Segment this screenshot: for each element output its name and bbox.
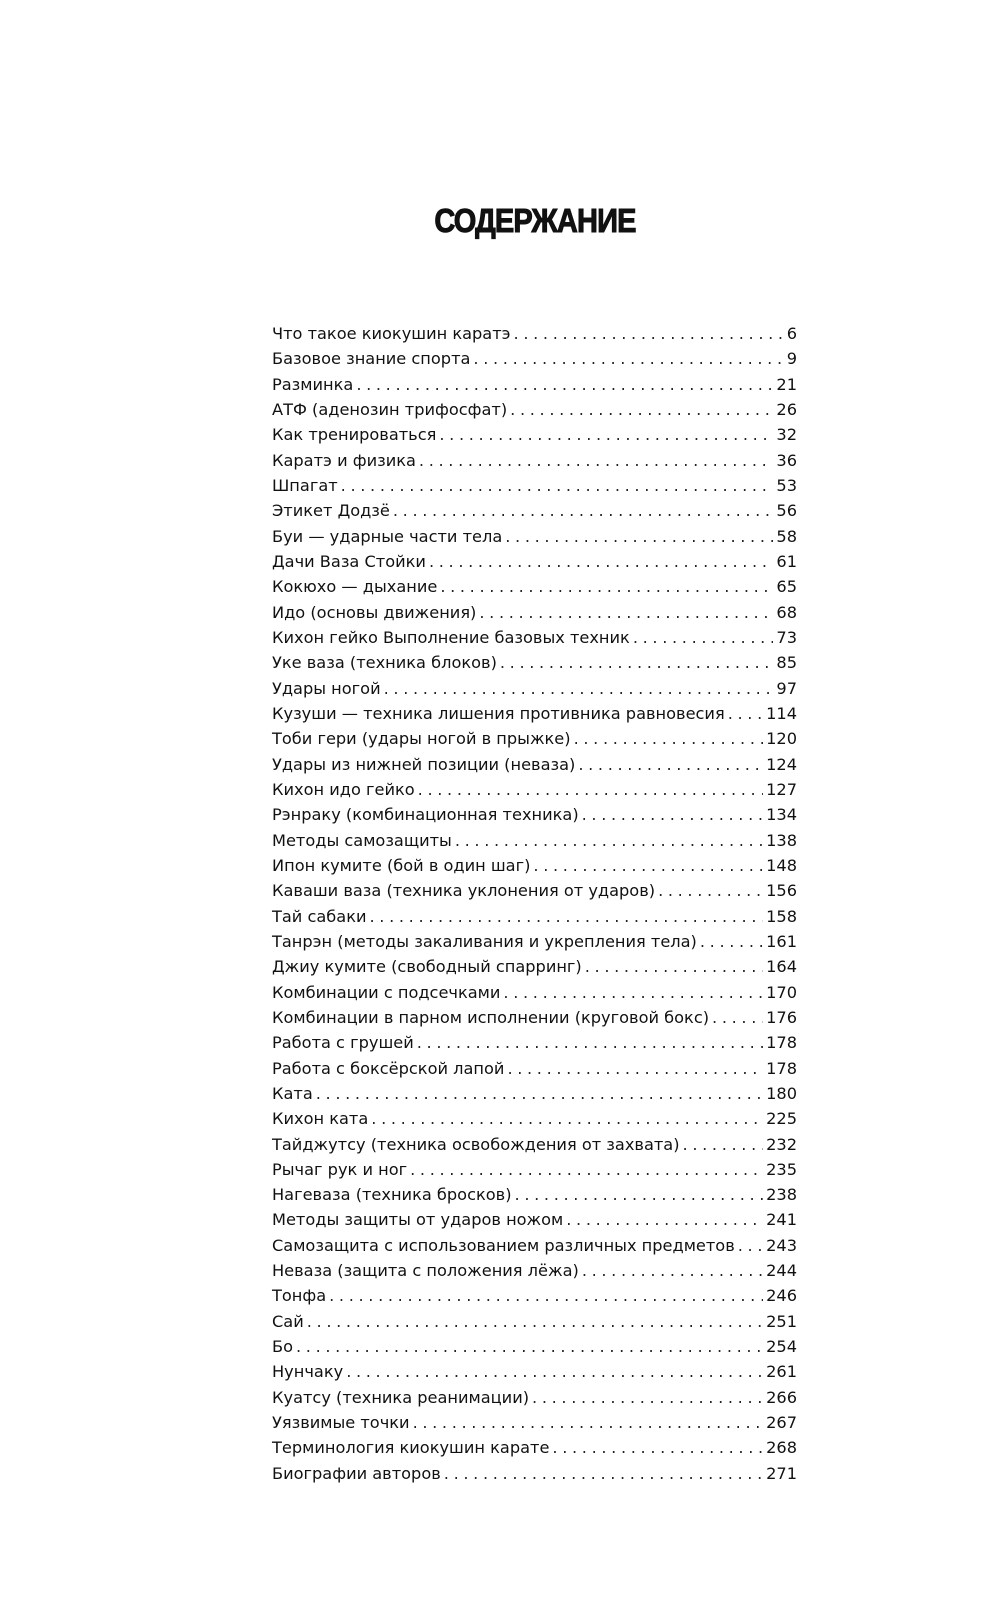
toc-entry bbox=[272, 1207, 797, 1232]
dot-leader bbox=[370, 904, 764, 929]
toc-entry bbox=[272, 1132, 797, 1157]
toc-entry-page-number: 176 bbox=[766, 1007, 797, 1027]
toc-entry-title: Тонфа bbox=[272, 1286, 327, 1306]
dot-leader bbox=[479, 600, 773, 625]
dot-leader bbox=[574, 726, 764, 751]
toc-entry bbox=[272, 524, 797, 549]
toc-entry bbox=[272, 1182, 797, 1207]
toc-entry bbox=[272, 701, 797, 726]
toc-entry-page-number: 180 bbox=[766, 1083, 797, 1103]
toc-entry-page-number: 134 bbox=[766, 805, 797, 825]
toc-entry-title: Удары из нижней позиции (неваза) bbox=[272, 754, 576, 774]
toc-entry bbox=[272, 802, 797, 827]
dot-leader bbox=[316, 1081, 763, 1106]
toc-entry-title: Дачи Ваза Стойки bbox=[272, 551, 426, 571]
toc-entry bbox=[272, 1410, 797, 1435]
toc-entry bbox=[272, 625, 797, 650]
page-title: СОДЕРЖАНИЕ bbox=[434, 202, 636, 240]
toc-entry-page-number: 178 bbox=[766, 1033, 797, 1053]
toc-entry-title: Буи — ударные части тела bbox=[272, 526, 503, 546]
toc-entry-title: Бо bbox=[272, 1337, 294, 1357]
dot-leader bbox=[418, 777, 763, 802]
toc-entry-title: Что такое киокушин каратэ bbox=[272, 324, 511, 343]
toc-entry-title: Тай сабаки bbox=[272, 906, 367, 926]
toc-entry-page-number: 246 bbox=[766, 1286, 797, 1306]
dot-leader bbox=[633, 625, 774, 650]
dot-leader bbox=[712, 1005, 763, 1030]
toc-entry-title: Методы защиты от ударов ножом bbox=[272, 1210, 564, 1230]
toc-entry-title: Танрэн (методы закаливания и укрепления тела) bbox=[272, 931, 697, 951]
toc-entry-title: Шпагат bbox=[272, 475, 338, 495]
toc-entry bbox=[272, 1283, 797, 1308]
dot-leader bbox=[393, 498, 774, 523]
toc-entry bbox=[272, 498, 797, 523]
toc-entry bbox=[272, 346, 797, 371]
toc-entry bbox=[272, 878, 797, 903]
dot-leader bbox=[419, 448, 773, 473]
dot-leader bbox=[439, 422, 773, 447]
dot-leader bbox=[533, 853, 763, 878]
toc-entry bbox=[272, 828, 797, 853]
toc-entry-title: Работа с боксёрской лапой bbox=[272, 1058, 505, 1078]
toc-entry-title: Уке ваза (техника блоков) bbox=[272, 653, 497, 673]
toc-entry-page-number: 21 bbox=[776, 374, 797, 394]
toc-entry-title: Нунчаку bbox=[272, 1362, 344, 1382]
table-of-contents bbox=[272, 321, 797, 1486]
toc-entry-page-number: 58 bbox=[776, 526, 797, 546]
toc-entry bbox=[272, 1157, 797, 1182]
toc-entry bbox=[272, 676, 797, 701]
toc-entry-title: Джиу кумите (свободный спарринг) bbox=[272, 957, 582, 977]
toc-entry-page-number: 235 bbox=[766, 1159, 797, 1179]
dot-leader bbox=[413, 1410, 764, 1435]
toc-entry bbox=[272, 1461, 797, 1486]
toc-entry-title: Кихон ката bbox=[272, 1109, 369, 1129]
toc-entry bbox=[272, 1385, 797, 1410]
dot-leader bbox=[429, 549, 773, 574]
toc-entry-title: АТФ (аденозин трифосфат) bbox=[272, 399, 508, 419]
toc-entry-title: Разминка bbox=[272, 374, 354, 394]
dot-leader bbox=[728, 701, 763, 726]
toc-entry bbox=[272, 929, 797, 954]
toc-entry-title: Ката bbox=[272, 1083, 313, 1103]
toc-entry-title: Удары ногой bbox=[272, 678, 381, 698]
toc-entry-title: Рэнраку (комбинационная техника) bbox=[272, 805, 579, 825]
toc-entry-title: Биографии авторов bbox=[272, 1463, 441, 1483]
toc-entry-title: Кокюхо — дыхание bbox=[272, 577, 438, 597]
dot-leader bbox=[505, 524, 773, 549]
toc-entry-page-number: 148 bbox=[766, 855, 797, 875]
toc-entry-page-number: 156 bbox=[766, 881, 797, 901]
toc-entry bbox=[272, 1030, 797, 1055]
dot-leader bbox=[585, 954, 763, 979]
toc-entry-title: Тайджутсу (техника освобождения от захвата) bbox=[272, 1134, 680, 1154]
toc-entry-page-number: 53 bbox=[776, 475, 797, 495]
toc-entry bbox=[272, 650, 797, 675]
toc-entry-title: Неваза (защита с положения лёжа) bbox=[272, 1261, 579, 1281]
toc-entry-page-number: 161 bbox=[766, 931, 797, 951]
toc-entry bbox=[272, 574, 797, 599]
dot-leader bbox=[582, 1258, 763, 1283]
toc-entry bbox=[272, 473, 797, 498]
dot-leader bbox=[296, 1334, 763, 1359]
toc-entry-page-number: 244 bbox=[766, 1261, 797, 1281]
toc-entry-page-number: 251 bbox=[766, 1311, 797, 1331]
toc-entry-title: Нагеваза (техника бросков) bbox=[272, 1185, 512, 1205]
toc-entry-title: Базовое знание спорта bbox=[272, 349, 471, 369]
toc-entry-title: Самозащита с использованием различных предметов bbox=[272, 1235, 735, 1255]
dot-leader bbox=[552, 1435, 763, 1460]
toc-entry-title: Идо (основы движения) bbox=[272, 602, 477, 622]
toc-entry-page-number: 26 bbox=[776, 399, 797, 419]
toc-entry-page-number: 232 bbox=[766, 1134, 797, 1154]
toc-entry-title: Тоби гери (удары ногой в прыжке) bbox=[272, 729, 571, 749]
dot-leader bbox=[410, 1157, 763, 1182]
toc-entry bbox=[272, 549, 797, 574]
toc-entry-page-number: 32 bbox=[776, 425, 797, 445]
dot-leader bbox=[307, 1309, 763, 1334]
toc-entry-page-number: 138 bbox=[766, 830, 797, 850]
toc-entry-title: Рычаг рук и ног bbox=[272, 1159, 408, 1179]
toc-entry bbox=[272, 1056, 797, 1081]
toc-entry-page-number: 261 bbox=[766, 1362, 797, 1382]
toc-entry-page-number: 120 bbox=[766, 729, 797, 749]
toc-entry bbox=[272, 777, 797, 802]
toc-entry-page-number: 124 bbox=[766, 754, 797, 774]
toc-entry bbox=[272, 600, 797, 625]
toc-entry-title: Терминология киокушин карате bbox=[272, 1438, 550, 1458]
dot-leader bbox=[515, 1182, 764, 1207]
toc-entry bbox=[272, 853, 797, 878]
toc-entry-page-number: 238 bbox=[766, 1185, 797, 1205]
toc-entry bbox=[272, 1359, 797, 1384]
toc-entry bbox=[272, 1005, 797, 1030]
toc-entry-title: Каратэ и физика bbox=[272, 450, 416, 470]
toc-entry-title: Комбинации в парном исполнении (круговой бокс) bbox=[272, 1007, 710, 1027]
toc-entry bbox=[272, 397, 797, 422]
dot-leader bbox=[440, 574, 773, 599]
toc-entry-title: Сай bbox=[272, 1311, 304, 1331]
dot-leader bbox=[507, 1056, 763, 1081]
toc-entry bbox=[272, 422, 797, 447]
toc-entry-page-number: 6 bbox=[786, 324, 797, 343]
toc-entry bbox=[272, 1334, 797, 1359]
toc-entry-title: Кихон идо гейко bbox=[272, 779, 415, 799]
toc-entry-title: Каваши ваза (техника уклонения от ударов) bbox=[272, 881, 656, 901]
toc-entry-page-number: 268 bbox=[766, 1438, 797, 1458]
toc-entry-page-number: 61 bbox=[776, 551, 797, 571]
toc-entry-page-number: 85 bbox=[776, 653, 797, 673]
toc-entry bbox=[272, 980, 797, 1005]
toc-entry-page-number: 243 bbox=[766, 1235, 797, 1255]
toc-entry bbox=[272, 1106, 797, 1131]
dot-leader bbox=[384, 676, 774, 701]
toc-entry-title: Кихон гейко Выполнение базовых техник bbox=[272, 627, 630, 647]
toc-entry-title: Куатсу (техника реанимации) bbox=[272, 1387, 530, 1407]
toc-entry bbox=[272, 1081, 797, 1106]
toc-entry-page-number: 68 bbox=[776, 602, 797, 622]
dot-leader bbox=[658, 878, 763, 903]
dot-leader bbox=[683, 1132, 764, 1157]
toc-entry-page-number: 271 bbox=[766, 1463, 797, 1483]
toc-entry-page-number: 241 bbox=[766, 1210, 797, 1230]
dot-leader bbox=[700, 929, 763, 954]
toc-entry bbox=[272, 1309, 797, 1334]
toc-entry-title: Кузуши — техника лишения противника равновесия bbox=[272, 703, 725, 723]
toc-entry-title: Как тренироваться bbox=[272, 425, 437, 445]
toc-entry-page-number: 73 bbox=[776, 627, 797, 647]
dot-leader bbox=[532, 1385, 763, 1410]
toc-entry bbox=[272, 372, 797, 397]
dot-leader bbox=[500, 650, 774, 675]
toc-entry-page-number: 114 bbox=[766, 703, 797, 723]
dot-leader bbox=[329, 1283, 763, 1308]
dot-leader bbox=[346, 1359, 763, 1384]
dot-leader bbox=[444, 1461, 763, 1486]
toc-entry-title: Методы самозащиты bbox=[272, 830, 452, 850]
toc-entry bbox=[272, 954, 797, 979]
toc-entry bbox=[272, 752, 797, 777]
toc-entry-page-number: 36 bbox=[776, 450, 797, 470]
toc-entry-page-number: 56 bbox=[776, 501, 797, 521]
toc-entry bbox=[272, 726, 797, 751]
toc-entry-page-number: 127 bbox=[766, 779, 797, 799]
toc-entry-page-number: 266 bbox=[766, 1387, 797, 1407]
toc-entry-title: Уязвимые точки bbox=[272, 1413, 410, 1433]
toc-entry-page-number: 97 bbox=[776, 678, 797, 698]
toc-entry bbox=[272, 1233, 797, 1258]
toc-entry-page-number: 170 bbox=[766, 982, 797, 1002]
toc-entry-page-number: 65 bbox=[776, 577, 797, 597]
toc-entry-title: Работа с грушей bbox=[272, 1033, 414, 1053]
toc-entry bbox=[272, 1435, 797, 1460]
toc-entry bbox=[272, 321, 797, 346]
dot-leader bbox=[578, 752, 763, 777]
toc-entry-page-number: 164 bbox=[766, 957, 797, 977]
toc-entry bbox=[272, 1258, 797, 1283]
toc-entry-page-number: 158 bbox=[766, 906, 797, 926]
dot-leader bbox=[503, 980, 763, 1005]
dot-leader bbox=[510, 397, 773, 422]
dot-leader bbox=[566, 1207, 763, 1232]
toc-entry-page-number: 267 bbox=[766, 1413, 797, 1433]
toc-entry-title: Комбинации с подсечками bbox=[272, 982, 501, 1002]
dot-leader bbox=[417, 1030, 763, 1055]
toc-entry-page-number: 225 bbox=[766, 1109, 797, 1129]
toc-entry-title: Ипон кумите (бой в один шаг) bbox=[272, 855, 531, 875]
dot-leader bbox=[473, 346, 783, 371]
dot-leader bbox=[341, 473, 774, 498]
dot-leader bbox=[356, 372, 773, 397]
dot-leader bbox=[514, 321, 784, 346]
toc-entry-page-number: 178 bbox=[766, 1058, 797, 1078]
dot-leader bbox=[371, 1106, 763, 1131]
dot-leader bbox=[582, 802, 763, 827]
toc-entry bbox=[272, 904, 797, 929]
toc-entry-page-number: 9 bbox=[786, 349, 797, 369]
toc-entry-page-number: 254 bbox=[766, 1337, 797, 1357]
dot-leader bbox=[738, 1233, 763, 1258]
toc-entry-title: Этикет Додзё bbox=[272, 501, 390, 521]
dot-leader bbox=[455, 828, 763, 853]
toc-entry bbox=[272, 448, 797, 473]
